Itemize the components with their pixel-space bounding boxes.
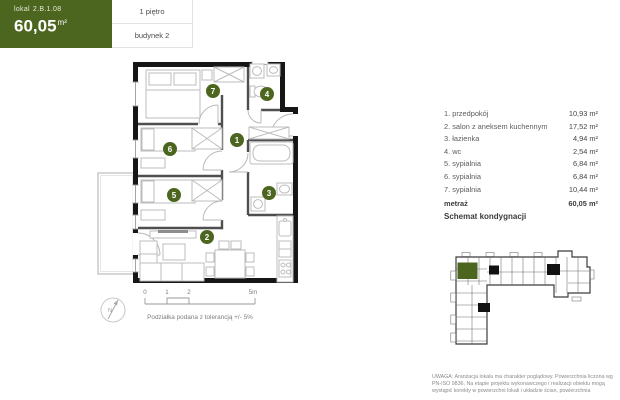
room-name: 4. wc xyxy=(444,146,462,156)
room-name: 1. przedpokój xyxy=(444,109,489,118)
room-row xyxy=(444,171,598,184)
scale-tick-0: 0 xyxy=(143,289,147,296)
unit-area-unit: m² xyxy=(57,18,67,27)
room-area: 6,84 m² xyxy=(572,171,598,181)
room-area: 17,52 m² xyxy=(568,121,598,131)
total-row xyxy=(444,198,598,211)
unit-header-badge xyxy=(0,0,112,48)
highlighted-unit xyxy=(458,263,478,280)
wardrobe-6 xyxy=(192,128,222,149)
bed-double xyxy=(146,70,212,118)
room-row xyxy=(444,158,598,171)
floor-cell xyxy=(112,0,193,24)
total-area: 60,05 m² xyxy=(568,199,598,209)
room-row xyxy=(444,146,598,159)
room-name: 7. sypialnia xyxy=(444,184,481,194)
unit-id-line xyxy=(14,6,112,13)
room-row xyxy=(444,121,598,134)
floor-label: 1 piętro xyxy=(139,7,165,16)
floor-plan xyxy=(88,52,320,344)
room-area: 4,94 m² xyxy=(572,134,598,144)
unit-id: 2.B.1.08 xyxy=(32,6,62,13)
room-area: 10,93 m² xyxy=(568,109,598,118)
svg-text:5: 5 xyxy=(171,191,177,200)
room-marker-5 xyxy=(167,188,181,202)
balcony-door-gap xyxy=(132,233,138,255)
room-marker-6 xyxy=(163,142,177,156)
room-marker-4 xyxy=(260,87,274,101)
room-row xyxy=(444,184,598,197)
scale-tick-2: 2 xyxy=(187,289,191,296)
building-cell xyxy=(112,24,193,48)
room-marker-3 xyxy=(262,186,276,200)
bathtub xyxy=(250,142,293,164)
room-name: 5. sypialnia xyxy=(444,159,481,169)
washbasin xyxy=(277,183,292,195)
scale-bar xyxy=(143,289,257,321)
room-name: 2. salon z aneksem kuchennym xyxy=(444,121,548,131)
desk-6 xyxy=(141,158,165,168)
room-area: 10,44 m² xyxy=(568,184,598,194)
svg-text:2: 2 xyxy=(204,233,210,242)
kitchen-counter xyxy=(277,216,293,282)
total-label: metraż xyxy=(444,199,468,209)
room-list xyxy=(444,108,598,211)
scale-tick-5m: 5m xyxy=(248,289,258,296)
room-marker-7 xyxy=(206,84,220,98)
unit-prefix-label: lokal xyxy=(14,6,30,13)
svg-text:4: 4 xyxy=(264,90,270,99)
wardrobe-5 xyxy=(192,180,222,201)
scale-tick-1: 1 xyxy=(165,289,169,296)
svg-text:6: 6 xyxy=(167,145,173,154)
hall-closet xyxy=(249,127,289,139)
room-area: 2,54 m² xyxy=(572,146,598,156)
room-marker-1 xyxy=(230,133,244,147)
building-schematic xyxy=(448,246,612,350)
room-area: 6,84 m² xyxy=(572,159,598,169)
schematic-title: Schemat kondygnacji xyxy=(444,212,527,221)
balcony xyxy=(98,173,135,274)
unit-area-value: 60,05 xyxy=(14,16,57,36)
washing-machine xyxy=(251,197,265,211)
desk-5 xyxy=(141,210,165,220)
svg-text:7: 7 xyxy=(210,87,216,96)
coffee-table xyxy=(163,244,185,260)
sink-wc xyxy=(267,64,280,76)
disclaimer-text: UWAGA: Aranżacja lokalu ma charakter poglądowy. Powierzchnia liczona wg PN-ISO 9836. Na etapie projektu wykonawczego i realizacji obiektu mogą wystąpić korekty w powierzchni lokali i układzie ścian, powierzchnia xyxy=(432,374,613,395)
washer xyxy=(250,64,264,78)
svg-text:N: N xyxy=(108,308,112,314)
room-marker-2 xyxy=(200,230,214,244)
svg-text:1: 1 xyxy=(234,136,240,145)
room-row xyxy=(444,133,598,146)
entrance-gap xyxy=(293,114,299,136)
tv-stand xyxy=(150,230,196,238)
compass-icon xyxy=(101,298,125,322)
wardrobe xyxy=(214,67,244,82)
room-row xyxy=(444,108,598,121)
scale-note: Podziałka podana z tolerancją +/- 5% xyxy=(147,314,253,321)
svg-text:3: 3 xyxy=(266,189,272,198)
dining-set xyxy=(206,241,254,278)
building-label: budynek 2 xyxy=(134,31,170,40)
room-name: 3. łazienka xyxy=(444,134,480,144)
unit-area xyxy=(14,13,112,37)
room-name: 6. sypialnia xyxy=(444,171,481,181)
